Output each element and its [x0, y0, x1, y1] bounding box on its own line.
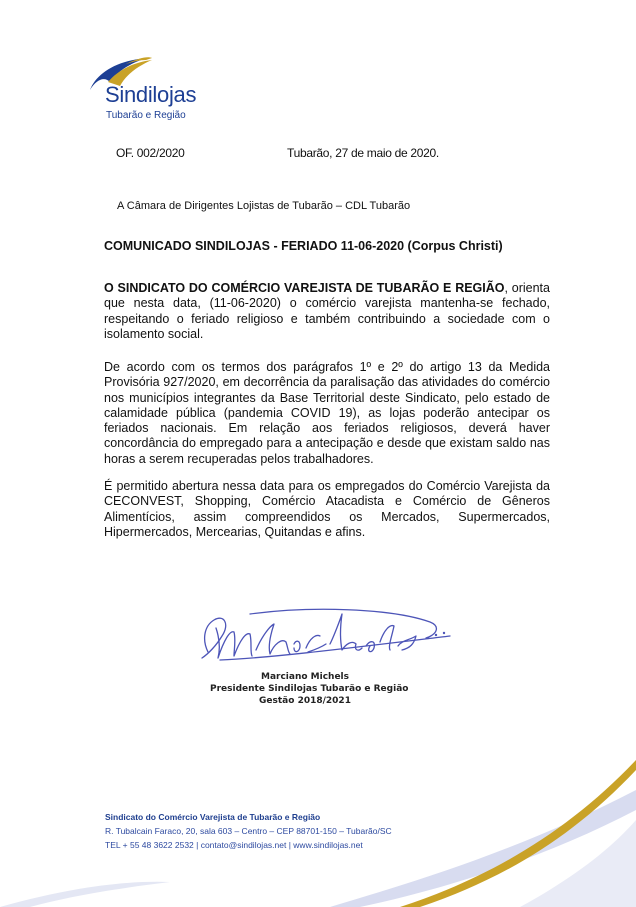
footer-org: Sindicato do Comércio Varejista de Tubarão e Região — [105, 812, 321, 822]
addressee: A Câmara de Dirigentes Lojistas de Tubarão – CDL Tubarão — [117, 200, 411, 212]
paragraph-2: De acordo com os termos dos parágrafos 1º e 2º do artigo 13 da Medida Provisória 927/2020, em decorrência da paralisação das atividades do comércio nos municípios integrantes da Base Territorial deste Sindicato, pelo estado de calamidade pública (pandemia COVID 19), as lojas poderão antecipar os feriados nacionais. Em relação aos feriados religiosos, deverá haver concordância do empregado para a antecipação e desde que existam saldo nas horas a serem recuperadas pelos trabalhadores. — [104, 360, 550, 466]
signer-role: Presidente Sindilojas Tubarão e Região — [210, 684, 409, 694]
footer-address: R. Tubalcain Faraco, 20, sala 603 – Centro – CEP 88701-150 – Tubarão/SC — [105, 826, 392, 836]
letter-subject: COMUNICADO SINDILOJAS - FERIADO 11-06-2020 (Corpus Christi) — [104, 239, 503, 253]
signer-name: Marciano Michels — [260, 672, 349, 682]
footer-contact: TEL + 55 48 3622 2532 | contato@sindilojas.net | www.sindilojas.net — [105, 840, 363, 850]
logo-wordmark: Sindilojas — [105, 82, 197, 107]
letter-date: Tubarão, 27 de maio de 2020. — [287, 146, 439, 160]
paragraph-1-text: , orienta que nesta data, (11-06-2020) o comércio varejista mantenha-se fechado, respeitando o feriado religioso e também contribuindo a sociedade com o isolamento social. — [104, 281, 550, 341]
oficio-number: OF. 002/2020 — [116, 146, 185, 160]
paragraph-1-lead: O SINDICATO DO COMÉRCIO VAREJISTA DE TUBARÃO E REGIÃO — [104, 281, 505, 295]
letter-footer — [105, 810, 392, 852]
paragraph-3: É permitido abertura nessa data para os empregados do Comércio Varejista da CECONVEST, Shopping, Comércio Atacadista e Comércio de Gêneros Alimentícios, assim compreendidos os Mercados, Supermercados, Hipermercados, Mercearias, Quitandas e afins. — [104, 479, 550, 539]
signer-term: Gestão 2018/2021 — [259, 696, 351, 706]
logo-subtitle: Tubarão e Região — [106, 110, 186, 121]
